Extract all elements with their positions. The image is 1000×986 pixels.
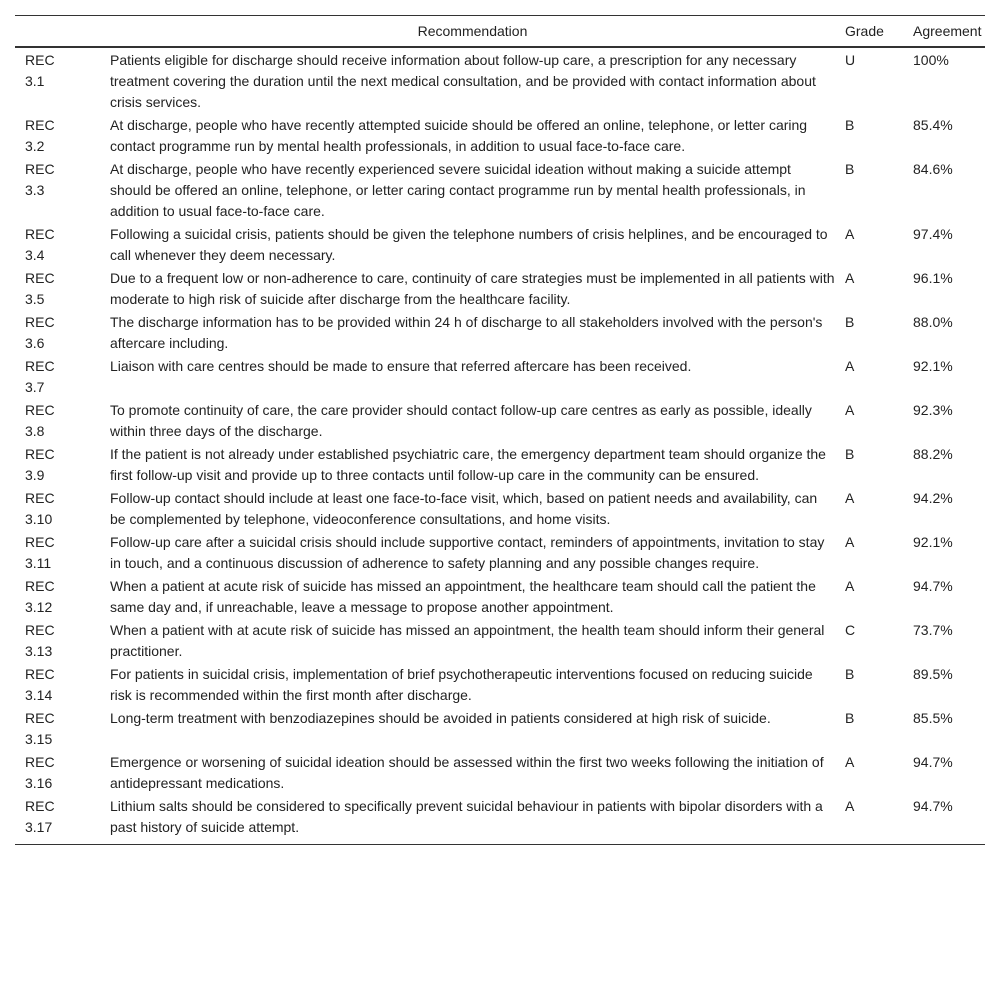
rec-id-text: REC 3.7 (25, 358, 55, 395)
rec-id (15, 750, 110, 794)
rec-agreement: 85.5% (913, 710, 953, 726)
rec-agreement: 92.1% (913, 358, 953, 374)
rec-grade: A (845, 270, 855, 286)
rec-grade: A (845, 794, 913, 845)
rec-id-text: REC 3.10 (25, 490, 55, 527)
rec-id (15, 442, 110, 486)
rec-grade: B (845, 314, 855, 330)
recommendations-table (15, 15, 985, 845)
rec-agreement: 100% (913, 52, 949, 68)
rec-id (15, 266, 110, 310)
rec-agreement: 88.2% (913, 446, 953, 462)
header-agreement: Agreement (913, 16, 985, 48)
rec-id-text: REC 3.15 (25, 710, 55, 747)
table-row (15, 706, 985, 750)
table-row (15, 618, 985, 662)
table-row (15, 442, 985, 486)
rec-id (15, 618, 110, 662)
rec-grade: A (845, 358, 855, 374)
rec-agreement: 89.5% (913, 666, 953, 682)
rec-id-text: REC 3.3 (25, 161, 55, 198)
rec-id-text: REC 3.14 (25, 666, 55, 703)
rec-grade: B (845, 666, 855, 682)
rec-id (15, 574, 110, 618)
rec-text: Emergence or worsening of suicidal ideation should be assessed within the first two weeks following the initiation of antidepressant medications. (110, 754, 824, 791)
rec-agreement: 84.6% (913, 161, 953, 177)
rec-id-text: REC 3.12 (25, 578, 55, 615)
rec-id (15, 113, 110, 157)
table-row (15, 157, 985, 222)
rec-text: Follow-up care after a suicidal crisis should include supportive contact, reminders of appointments, invitation to stay in touch, and a continuous discussion of adherence to safety planning and any possible changes require. (110, 534, 825, 571)
rec-id (15, 354, 110, 398)
rec-grade: U (845, 52, 856, 68)
rec-grade: A (845, 754, 855, 770)
rec-text: Following a suicidal crisis, patients should be given the telephone numbers of crisis helplines, and be encouraged to call whenever they deem necessary. (110, 226, 828, 263)
table-row (15, 222, 985, 266)
rec-id (15, 530, 110, 574)
rec-agreement: 94.7% (913, 754, 953, 770)
rec-grade: B (845, 161, 855, 177)
rec-id-text: REC 3.2 (25, 117, 55, 154)
rec-id-text: REC 3.11 (25, 534, 55, 571)
rec-agreement: 94.7% (913, 794, 985, 845)
table-row (15, 310, 985, 354)
rec-agreement: 96.1% (913, 270, 953, 286)
table-header-row (15, 16, 985, 48)
rec-id (15, 157, 110, 222)
rec-text: Lithium salts should be considered to specifically prevent suicidal behaviour in patients with bipolar disorders with a past history of suicide attempt. (110, 794, 845, 845)
table-row (15, 794, 985, 845)
rec-id-text: REC 3.9 (25, 446, 55, 483)
rec-id (15, 486, 110, 530)
rec-grade: A (845, 490, 855, 506)
header-id (15, 16, 110, 48)
rec-text: For patients in suicidal crisis, implementation of brief psychotherapeutic interventions focused on reducing suicide risk is recommended within the first month after discharge. (110, 666, 813, 703)
rec-id-text: REC 3.4 (25, 226, 55, 263)
rec-agreement: 92.1% (913, 534, 953, 550)
rec-id-text: REC 3.16 (25, 754, 55, 791)
rec-id (15, 398, 110, 442)
rec-text: Liaison with care centres should be made to ensure that referred aftercare has been received. (110, 358, 692, 374)
header-grade: Grade (845, 16, 913, 48)
table-row (15, 750, 985, 794)
rec-text: When a patient with at acute risk of suicide has missed an appointment, the health team should inform their general practitioner. (110, 622, 825, 659)
rec-text: Follow-up contact should include at least one face-to-face visit, which, based on patient needs and availability, can be complemented by telephone, videoconference consultations, and home visits. (110, 490, 818, 527)
rec-id-text: REC 3.17 (25, 798, 55, 835)
rec-text: At discharge, people who have recently attempted suicide should be offered an online, telephone, or letter caring contact programme run by mental health professionals, in addition to usual face-to-face care. (110, 117, 808, 154)
rec-text: Due to a frequent low or non-adherence to care, continuity of care strategies must be implemented in all patients with moderate to high risk of suicide after discharge from the healthcare facility. (110, 270, 835, 307)
rec-text: The discharge information has to be provided within 24 h of discharge to all stakeholders involved with the person's aftercare including. (110, 314, 823, 351)
rec-text: Long-term treatment with benzodiazepines should be avoided in patients considered at high risk of suicide. (110, 710, 771, 726)
rec-grade: B (845, 117, 855, 133)
rec-id (15, 794, 110, 845)
rec-agreement: 88.0% (913, 314, 953, 330)
table-row (15, 530, 985, 574)
rec-agreement: 94.2% (913, 490, 953, 506)
rec-grade: A (845, 534, 855, 550)
rec-grade: B (845, 446, 855, 462)
table-row (15, 486, 985, 530)
rec-id-text: REC 3.8 (25, 402, 55, 439)
rec-agreement: 92.3% (913, 402, 953, 418)
rec-id (15, 662, 110, 706)
rec-id (15, 310, 110, 354)
rec-agreement: 85.4% (913, 117, 953, 133)
rec-id-text: REC 3.13 (25, 622, 55, 659)
rec-id (15, 222, 110, 266)
rec-agreement: 97.4% (913, 226, 953, 242)
rec-text: Patients eligible for discharge should receive information about follow-up care, a prescription for any necessary treatment covering the duration until the next medical consultation, and be provided with contact information about crisis services. (110, 52, 816, 110)
rec-id (15, 47, 110, 113)
rec-agreement: 73.7% (913, 622, 953, 638)
rec-id-text: REC 3.1 (25, 52, 55, 89)
header-recommendation: Recommendation (110, 16, 845, 48)
rec-id (15, 706, 110, 750)
rec-grade: A (845, 402, 855, 418)
table-row (15, 47, 985, 113)
rec-agreement: 94.7% (913, 578, 953, 594)
rec-grade: A (845, 578, 855, 594)
rec-text: If the patient is not already under established psychiatric care, the emergency department team should organize the first follow-up visit and provide up to three contacts until follow-up care in the community can be ensured. (110, 446, 826, 483)
rec-grade: B (845, 710, 855, 726)
table-row (15, 354, 985, 398)
rec-text: When a patient at acute risk of suicide has missed an appointment, the healthcare team should call the patient the same day and, if unreachable, leave a message to propose another appointment. (110, 578, 816, 615)
table-row (15, 113, 985, 157)
rec-grade: A (845, 226, 855, 242)
table-row (15, 662, 985, 706)
rec-id-text: REC 3.6 (25, 314, 55, 351)
table-row (15, 398, 985, 442)
table-row (15, 266, 985, 310)
table-row (15, 574, 985, 618)
rec-id-text: REC 3.5 (25, 270, 55, 307)
rec-text: To promote continuity of care, the care provider should contact follow-up care centres as early as possible, ideally within three days of the discharge. (110, 402, 812, 439)
rec-grade: C (845, 622, 856, 638)
rec-text: At discharge, people who have recently experienced severe suicidal ideation without making a suicide attempt should be offered an online, telephone, or letter caring contact programme run by mental health professionals, in addition to usual face-to-face care. (110, 161, 806, 219)
